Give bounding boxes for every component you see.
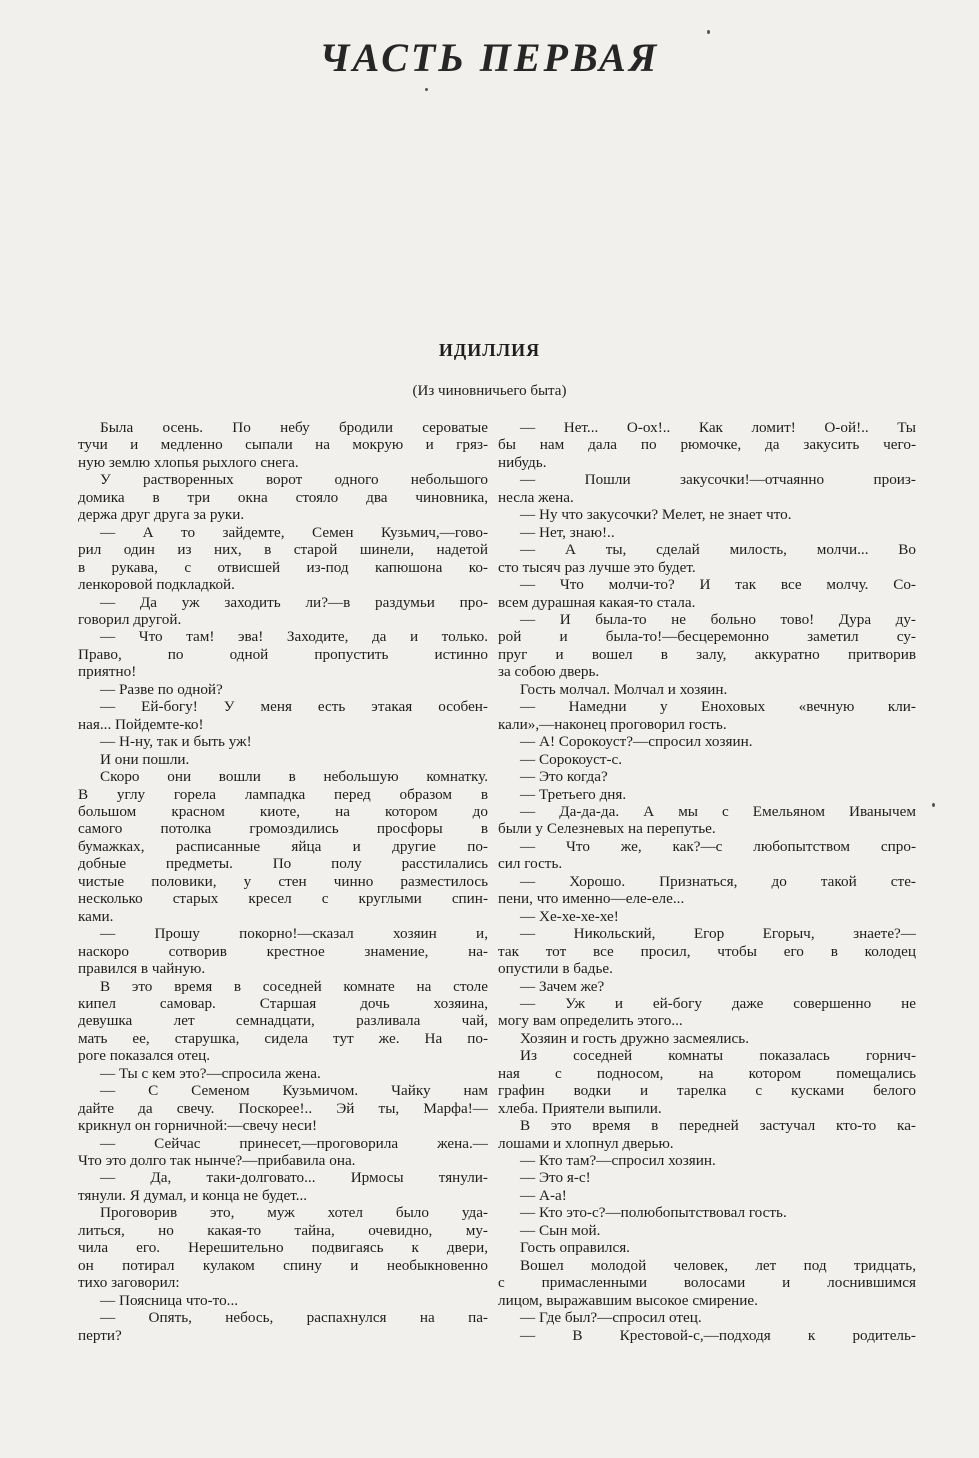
text-line: — Что же, как?—с любопытством спро- — [520, 837, 916, 855]
scan-speck — [707, 30, 710, 34]
text-line: кипел самовар. Старшая дочь хозяина, — [78, 994, 488, 1012]
text-line: — Где был?—спросил отец. — [520, 1309, 702, 1327]
text-line: девушка лет семнадцати, разливала чай, — [78, 1012, 488, 1030]
paragraph — [498, 1187, 916, 1204]
text-line: — И была-то не больно тово! Дура ду- — [520, 610, 916, 628]
text-line: — Разве по одной? — [100, 680, 223, 698]
text-line: большом красном киоте, на котором до — [78, 802, 488, 820]
paragraph — [78, 594, 488, 629]
text-line: тянули. Я думал, и конца не будет... — [78, 1186, 308, 1204]
paragraph — [78, 698, 488, 733]
paragraph — [498, 1047, 916, 1117]
text-line: Хозяин и гость дружно засмеялись. — [520, 1029, 750, 1047]
text-line: — А-а! — [520, 1186, 567, 1204]
text-line: — Это я-с! — [520, 1169, 591, 1187]
paragraph — [498, 838, 916, 873]
text-line: мать ее, старушка, сидела тут же. На по- — [78, 1029, 488, 1047]
paragraph — [78, 733, 488, 750]
text-line: — Поясница что-то... — [100, 1291, 239, 1309]
text-line: — С Семеном Кузьмичом. Чайку нам — [100, 1082, 488, 1100]
text-line: В это время в соседней комнате на столе — [100, 977, 488, 995]
text-line: — Что там! эва! Заходите, да и только. — [100, 628, 488, 646]
text-line: В это время в передней застучал кто-то ка- — [520, 1117, 916, 1135]
paragraph — [78, 524, 488, 594]
text-line: ная с подносом, на котором помещались — [498, 1064, 916, 1082]
text-line: — Ты с кем это?—спросила жена. — [100, 1064, 321, 1082]
text-line: лицом, выражавшим высокое смирение. — [498, 1291, 758, 1309]
paragraph — [498, 1327, 916, 1344]
part-title: ЧАСТЬ ПЕРВАЯ — [319, 35, 660, 80]
text-line: — Нет, знаю!.. — [520, 523, 615, 541]
text-line: — Прошу покорно!—сказал хозяин и, — [100, 925, 488, 943]
text-line: — Третьего дня. — [520, 785, 627, 803]
text-line: — Опять, небось, распахнулся на па- — [100, 1309, 488, 1327]
text-line: ками. — [78, 907, 114, 925]
text-line: правился в чайную. — [78, 960, 206, 978]
paragraph — [498, 1204, 916, 1221]
text-line: лошами и хлопнул дверью. — [498, 1134, 674, 1152]
text-line: всем дурашная какая-то стала. — [498, 593, 696, 611]
text-line: У растворенных ворот одного небольшого — [100, 471, 488, 489]
text-line: Была осень. По небу бродили сероватые — [100, 419, 488, 436]
paragraph — [498, 1152, 916, 1169]
paragraph — [498, 576, 916, 611]
paragraph — [498, 995, 916, 1030]
text-line: Гость оправился. — [520, 1239, 630, 1257]
text-line: — Да-да-да. А мы с Емельяном Иванычем — [520, 802, 916, 820]
text-line: крикнул он горничной:—свечу неси! — [78, 1117, 318, 1135]
text-line: перти? — [78, 1326, 122, 1344]
text-line: И они пошли. — [100, 750, 190, 768]
text-line: приятно! — [78, 663, 137, 681]
story-title: ИДИЛЛИЯ — [438, 340, 541, 360]
text-line: добные предметы. По полу расстилались — [78, 855, 488, 873]
text-line: пени, что именно—еле-еле... — [498, 890, 685, 908]
text-line: — Ну что закусочки? Мелет, не знает что. — [520, 506, 792, 524]
paragraph — [78, 471, 488, 523]
paragraph — [498, 733, 916, 750]
text-line: за собою дверь. — [498, 663, 600, 681]
paragraph — [498, 698, 916, 733]
text-line: сто тысяч раз лучше это будет. — [498, 558, 696, 576]
text-line: Скоро они вошли в небольшую комнатку. — [100, 768, 488, 786]
text-line: Гость молчал. Молчал и хозяин. — [520, 680, 728, 698]
text-line: кали»,—наконец проговорил гость. — [498, 715, 727, 733]
text-line: ную землю хлопья рыхлого снега. — [78, 453, 299, 471]
text-line: — Ей-богу! У меня есть этакая особен- — [100, 698, 488, 716]
text-line: ная... Пойдемте-ко! — [78, 715, 204, 733]
paragraph — [498, 978, 916, 995]
paragraph — [498, 925, 916, 977]
paragraph — [78, 1204, 488, 1291]
text-line: дайте да свечу. Поскорее!.. Эй ты, Марфа!— — [78, 1099, 488, 1117]
paragraph — [498, 611, 916, 681]
text-line: рил один из них, в старой шинели, надетой — [78, 541, 488, 559]
text-line: так тот все просил, чтобы его в колодец — [498, 942, 916, 960]
text-line: бы нам дала по рюмочке, да закусить чего- — [498, 436, 916, 454]
paragraph — [498, 908, 916, 925]
paragraph — [78, 768, 488, 925]
paragraph — [78, 1065, 488, 1082]
paragraph — [498, 1222, 916, 1239]
paragraph — [78, 978, 488, 1065]
paragraph — [498, 1030, 916, 1047]
text-line: с примасленными волосами и лоснившимся — [498, 1274, 916, 1292]
text-line: — Н-ну, так и быть уж! — [100, 733, 252, 751]
text-line: — Да уж заходить ли?—в раздумьи про- — [100, 593, 488, 611]
paragraph — [498, 1239, 916, 1256]
text-line: самого потолка громоздились просфоры в — [78, 820, 488, 838]
text-line: нибудь. — [498, 453, 547, 471]
text-line: наскоро сотворив крестное знамение, на- — [78, 942, 488, 960]
text-line: говорил другой. — [78, 610, 182, 628]
paragraph — [498, 506, 916, 523]
paragraph — [78, 419, 488, 471]
text-line: пруг и вошел в залу, аккуратно притворив — [498, 645, 916, 663]
paragraph — [498, 524, 916, 541]
text-line: — Да, таки-долговато... Ирмосы тянули- — [100, 1169, 488, 1187]
text-line: — Кто это-с?—полюбопытствовал гость. — [520, 1204, 787, 1222]
text-line: тихо заговорил: — [78, 1274, 180, 1292]
text-column-left — [78, 419, 488, 1344]
paragraph — [498, 1169, 916, 1186]
text-line: ленкоровой подкладкой. — [78, 576, 235, 594]
text-line: — Уж и ей-богу даже совершенно не — [520, 994, 916, 1012]
paragraph — [498, 541, 916, 576]
text-line: чила его. Нерешительно подвигаясь к двери, — [78, 1239, 488, 1257]
paragraph — [78, 1169, 488, 1204]
text-line: графин водки и тарелка с кусками белого — [498, 1082, 916, 1100]
text-line: — Что молчи-то? И так все молчу. Со- — [520, 576, 916, 594]
story-subtitle: (Из чиновничьего быта) — [412, 383, 567, 399]
text-line: могу вам определить этого... — [498, 1012, 683, 1030]
text-line: — А то зайдемте, Семен Кузьмич,—гово- — [100, 523, 488, 541]
text-line: В углу горела лампадка перед образом в — [78, 785, 488, 803]
text-line: — А ты, сделай милость, молчи... Во — [520, 541, 916, 559]
text-line: литься, но какая-то тайна, очевидно, му- — [78, 1221, 488, 1239]
text-line: — Намедни у Еноховых «вечную кли- — [520, 698, 916, 716]
paragraph — [78, 681, 488, 698]
paragraph — [78, 1309, 488, 1344]
text-line: — Пошли закусочки!—отчаянно произ- — [520, 471, 916, 489]
text-line: домика в три окна стояло два чиновника, — [78, 488, 488, 506]
text-line: — Зачем же? — [520, 977, 605, 995]
text-line: — Никольский, Егор Егорыч, знаете?— — [520, 925, 916, 943]
text-line: держа друг друга за руки. — [78, 506, 245, 524]
paragraph — [498, 681, 916, 698]
paragraph — [498, 419, 916, 471]
text-line: — Сорокоуст-с. — [520, 750, 623, 768]
text-line: сил гость. — [498, 855, 563, 873]
paragraph — [78, 925, 488, 977]
text-column-right — [498, 419, 916, 1344]
text-line: тучи и медленно сыпали на мокрую и гряз- — [78, 436, 488, 454]
paragraph — [78, 751, 488, 768]
paragraph — [498, 751, 916, 768]
text-line: Право, по одной пропустить истинно — [78, 645, 488, 663]
text-line: — В Крестовой-с,—подходя к родитель- — [520, 1326, 916, 1344]
text-line: он потирал кулаком спину и необыкновенно — [78, 1256, 488, 1274]
paragraph — [498, 1309, 916, 1326]
paragraph — [498, 768, 916, 785]
text-line: несколько старых кресел с круглыми спин- — [78, 890, 488, 908]
text-line: — А! Сорокоуст?—спросил хозяин. — [520, 733, 753, 751]
paragraph — [498, 471, 916, 506]
text-line: — Сейчас принесет,—проговорила жена.— — [100, 1134, 488, 1152]
text-line: несла жена. — [498, 488, 574, 506]
text-line: — Это когда? — [520, 768, 608, 786]
text-line: были у Селезневых на перепутье. — [498, 820, 716, 838]
paragraph — [78, 628, 488, 680]
text-line: Проговорив это, муж хотел было уда- — [100, 1204, 488, 1222]
text-line: — Нет... О-ох!.. Как ломит! О-ой!.. Ты — [520, 419, 916, 436]
paragraph — [498, 1117, 916, 1152]
text-line: — Кто там?—спросил хозяин. — [520, 1152, 716, 1170]
text-line: — Хе-хе-хе-хе! — [520, 907, 619, 925]
paragraph — [498, 1257, 916, 1309]
text-line: рой и была-то!—бесцеремонно заметил су- — [498, 628, 916, 646]
text-line: — Хорошо. Признаться, до такой сте- — [520, 872, 916, 890]
text-line: опустили в бадье. — [498, 960, 613, 978]
text-line: Из соседней комнаты показалась горнич- — [520, 1047, 916, 1065]
text-line: Что это долго так нынче?—прибавила она. — [78, 1152, 356, 1170]
text-line: в рукава, с отвисшей из-под капюшона ко- — [78, 558, 488, 576]
paragraph — [498, 803, 916, 838]
scan-speck — [932, 803, 935, 807]
text-line: бумажках, расписанные яйца и другие по- — [78, 837, 488, 855]
text-line: Вошел молодой человек, лет под тридцать, — [520, 1256, 916, 1274]
paragraph — [78, 1292, 488, 1309]
paragraph — [498, 786, 916, 803]
text-line: роге показался отец. — [78, 1047, 211, 1065]
paragraph — [78, 1082, 488, 1134]
text-line: хлеба. Приятели выпили. — [498, 1099, 662, 1117]
paragraph — [78, 1135, 488, 1170]
text-line: чистые половики, у стен чинно разместилось — [78, 872, 488, 890]
scan-speck — [425, 88, 428, 91]
text-line: — Сын мой. — [520, 1221, 601, 1239]
paragraph — [498, 873, 916, 908]
